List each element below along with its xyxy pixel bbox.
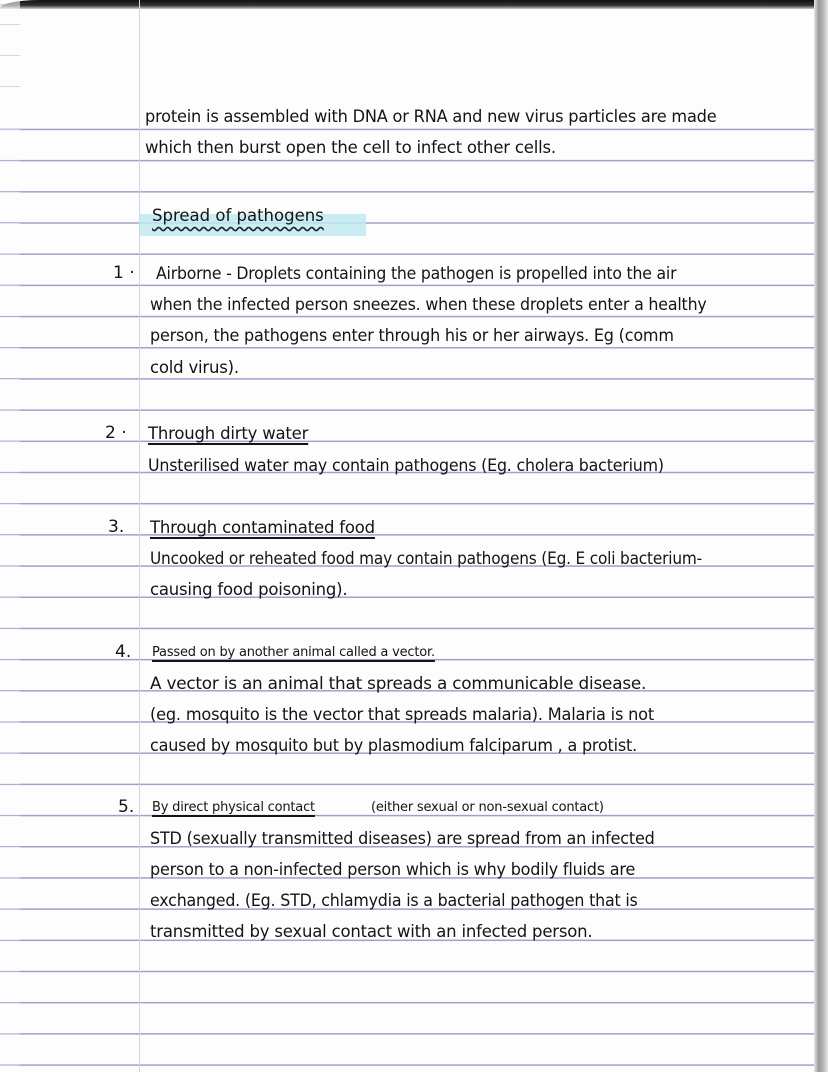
item-4-title: Passed on by another animal called a vector. — [152, 645, 435, 660]
item-3-line-2: causing food poisoning). — [150, 580, 348, 599]
item-2-line-1: Unsterilised water may contain pathogens (Eg. cholera bacterium) — [148, 456, 664, 475]
item-1-line-2: when the infected person sneezes. when these droplets enter a healthy — [150, 295, 707, 314]
section-heading: Spread of pathogens — [152, 206, 324, 225]
page-top-edge — [0, 0, 828, 9]
item-3-line-1: Uncooked or reheated food may contain pathogens (Eg. E coli bacterium- — [150, 549, 702, 568]
item-5-title: By direct physical contact — [152, 800, 315, 815]
margin-line — [139, 0, 140, 1072]
item-5-line-2: person to a non-infected person which is why bodily fluids are — [150, 860, 636, 879]
item-3-title: Through contaminated food — [150, 518, 375, 537]
left-perforation-edge — [0, 0, 20, 1072]
item-1-line-1: Airborne - Droplets containing the pathogen is propelled into the air — [156, 264, 677, 283]
item-number-5: 5. — [118, 797, 135, 817]
item-5-line-4: transmitted by sexual contact with an infected person. — [150, 922, 593, 941]
item-number-2: 2 · — [105, 423, 127, 443]
item-4-line-3: caused by mosquito but by plasmodium falciparum , a protist. — [150, 736, 638, 755]
item-number-3: 3. — [108, 517, 125, 537]
continuation-line-2: which then burst open the cell to infect other cells. — [145, 138, 556, 157]
item-4-line-1: A vector is an animal that spreads a communicable disease. — [150, 674, 647, 693]
item-2-title: Through dirty water — [148, 424, 309, 443]
binding-edge — [814, 0, 828, 1072]
item-number-1: 1 · — [113, 263, 135, 283]
item-5-line-3: exchanged. (Eg. STD, chlamydia is a bacterial pathogen that is — [150, 891, 638, 910]
item-4-line-2: (eg. mosquito is the vector that spreads malaria). Malaria is not — [150, 705, 655, 724]
item-5-title-note: (either sexual or non-sexual contact) — [371, 800, 604, 815]
continuation-line-1: protein is assembled with DNA or RNA and new virus particles are made — [145, 107, 717, 126]
item-1-line-3: person, the pathogens enter through his or her airways. Eg (comm — [150, 326, 674, 345]
item-5-line-1: STD (sexually transmitted diseases) are spread from an infected — [150, 829, 655, 848]
item-number-4: 4. — [115, 642, 132, 662]
item-1-line-4: cold virus). — [150, 358, 239, 377]
